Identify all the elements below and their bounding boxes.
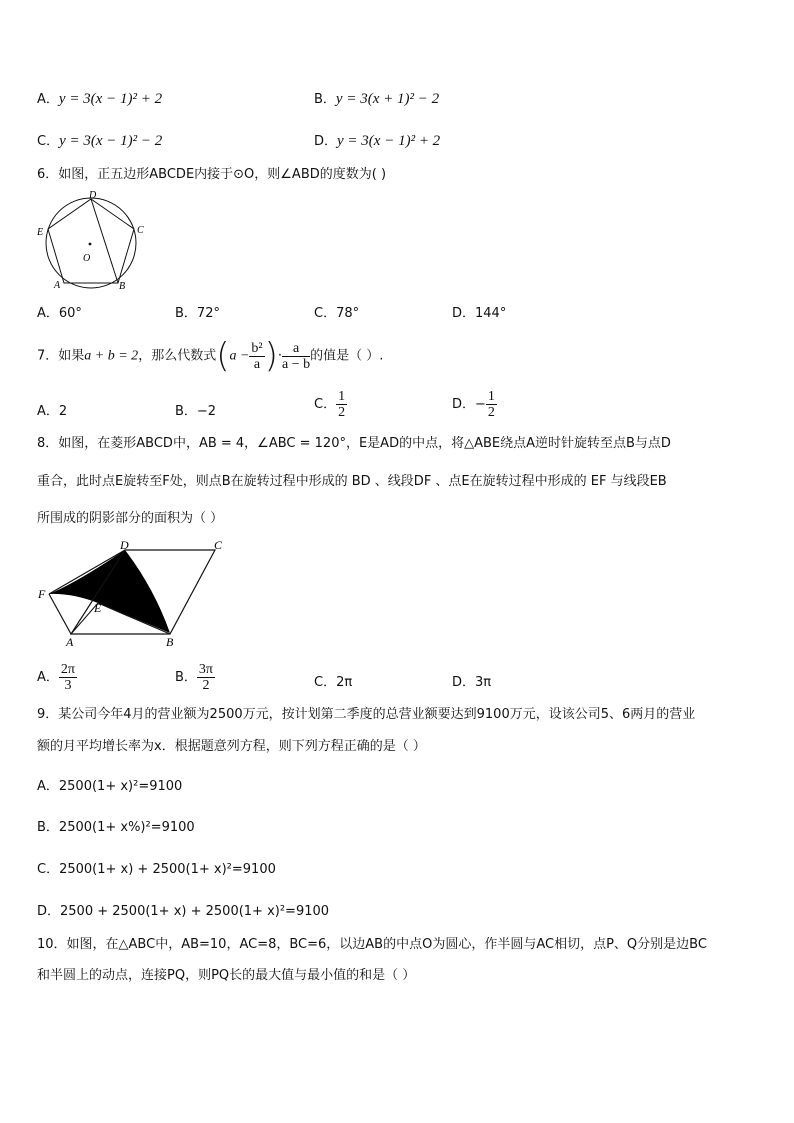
pentagon-abcde: [48, 199, 134, 283]
numerator: 1: [338, 389, 346, 404]
option-label: A．: [37, 92, 59, 107]
numerator: a: [282, 341, 310, 357]
option-label: B．: [175, 670, 197, 685]
q7-prefix: 7．如果: [37, 348, 85, 364]
label-a: A: [66, 635, 74, 649]
q8-line-3: 所围成的阴影部分的面积为（ ）: [37, 511, 224, 526]
q8-option-a: [37, 662, 77, 693]
label-f: F: [38, 587, 46, 601]
q9-option-a: A．2500(1+ x)²=9100: [37, 779, 183, 794]
fraction-3pi-2: [197, 662, 215, 693]
center-point: [89, 243, 92, 246]
q9-option-d: D．2500 + 2500(1+ x) + 2500(1+ x)²=9100: [37, 904, 330, 919]
left-paren: (: [216, 336, 230, 376]
denominator: 2: [202, 678, 210, 693]
q6-stem: 6．如图，正五边形ABCDE内接于⊙O，则∠ABD的度数为( ): [37, 167, 387, 182]
q8-line-2: 重合，此时点E旋转至F处，则点B在旋转过程中形成的 BD 、线段DF 、点E在旋转过程中形成的 EF 与线段EB: [37, 474, 667, 489]
rhombus-rotation-figure: [34, 538, 234, 650]
q9-line-1: 9．某公司今年4月的营业额为2500万元，按计划第二季度的总营业额要达到9100万元，设该公司5、6两月的营业: [37, 707, 696, 722]
q6-option-d: D．144°: [452, 306, 507, 321]
q5-option-c: [37, 130, 162, 150]
dot-operator: ·: [277, 348, 283, 364]
option-expression: y = 3(x − 1)² + 2: [58, 91, 163, 107]
q7-stem: [37, 337, 383, 376]
q7-mid: ，那么代数式: [138, 348, 217, 364]
fraction-a-over-a-minus-b: [282, 341, 310, 372]
q9-line-2: 额的月平均增长率为x．根据题意列方程，则下列方程正确的是（ ）: [37, 739, 426, 754]
label-c: C: [214, 538, 223, 552]
option-label: C．: [37, 134, 60, 149]
numerator: 2π: [60, 662, 75, 677]
denominator: a: [253, 356, 261, 372]
denominator: 2: [487, 405, 495, 420]
option-label: A．: [37, 670, 59, 685]
numerator: 3π: [198, 662, 213, 677]
option-label: D．−: [452, 397, 486, 412]
denominator: 2: [338, 405, 346, 420]
shaded-region: [49, 550, 170, 633]
option-label: B．: [314, 92, 336, 107]
label-d: D: [89, 190, 97, 201]
fraction-half: [336, 389, 347, 420]
q9-option-b: B．2500(1+ x%)²=9100: [37, 820, 195, 835]
circle-o: [46, 198, 136, 288]
label-e: E: [94, 601, 102, 615]
right-paren: ): [264, 336, 278, 376]
label-a: A: [54, 280, 61, 291]
option-label: C．: [314, 397, 337, 412]
q8-option-c: C．2π: [314, 675, 353, 690]
q8-line-1: 8．如图，在菱形ABCD中，AB = 4，∠ABC = 120°，E是AD的中点，将△ABE绕点A逆时针旋转至点B与点D: [37, 436, 671, 451]
q5-option-b: [314, 88, 439, 108]
fraction-b2-over-a: [249, 341, 264, 372]
q7-option-c: [314, 389, 347, 420]
q9-option-c: C．2500(1+ x) + 2500(1+ x)²=9100: [37, 862, 276, 877]
numerator: 1: [487, 389, 495, 404]
q7-option-a: A．2: [37, 404, 68, 419]
segment-af: [49, 594, 71, 634]
label-e: E: [37, 227, 44, 238]
q10-line-2: 和半圆上的动点，连接PQ，则PQ长的最大值与最小值的和是（ ）: [37, 968, 416, 983]
q7-suffix: 的值是（ ）.: [310, 348, 384, 364]
q7-option-b: B．−2: [175, 404, 217, 419]
segment-bd: [91, 199, 118, 283]
denominator: 3: [64, 678, 72, 693]
q7-expr-a: a −: [229, 348, 250, 364]
label-d: D: [120, 538, 129, 552]
label-o: O: [83, 253, 91, 264]
q6-option-c: C．78°: [314, 306, 360, 321]
label-c: C: [137, 225, 144, 236]
pentagon-circle-figure: [30, 190, 152, 292]
label-b: B: [166, 635, 174, 649]
q8-option-d: D．3π: [452, 675, 492, 690]
q7-condition: a + b = 2: [84, 348, 139, 364]
label-b: B: [119, 281, 126, 292]
fraction-half: [486, 389, 497, 420]
q5-option-d: [314, 130, 440, 150]
q8-option-b: [175, 662, 215, 693]
option-expression: y = 3(x + 1)² − 2: [335, 91, 440, 107]
q5-option-a: [37, 88, 162, 108]
option-label: D．: [314, 134, 338, 149]
numerator: b²: [251, 340, 263, 356]
q6-option-b: B．72°: [175, 306, 220, 321]
q6-option-a: A．60°: [37, 306, 82, 321]
denominator: a − b: [282, 356, 311, 372]
fraction-2pi-3: [59, 662, 77, 693]
q10-line-1: 10．如图，在△ABC中，AB=10，AC=8，BC=6，以边AB的中点O为圆心，作半圆与AC相切，点P、Q分别是边BC: [37, 937, 707, 952]
q7-option-d: [452, 389, 497, 420]
option-expression: y = 3(x − 1)² + 2: [337, 133, 441, 149]
option-expression: y = 3(x − 1)² − 2: [59, 133, 163, 149]
